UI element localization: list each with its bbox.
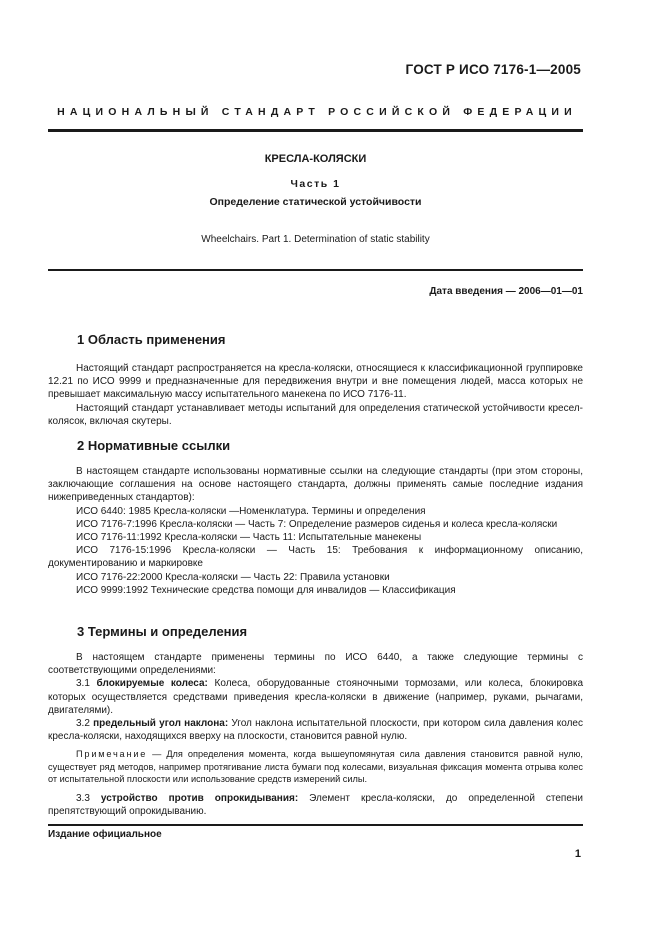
note-text: — Для определения момента, когда вышеупомянутая сила давления становится равной нулю, существует ряд методов, например протягивание листа бумаги под колесами, визуальная фиксация момента отрыва колес от испытательной плоскости или использование средств измерений силы. — [48, 749, 583, 785]
term-3-1 — [48, 677, 583, 717]
national-standard-banner: НАЦИОНАЛЬНЫЙ СТАНДАРТ РОССИЙСКОЙ ФЕДЕРАЦИИ — [57, 106, 577, 118]
term-3-3 — [48, 792, 583, 818]
top-divider — [48, 129, 583, 132]
document-title: КРЕСЛА-КОЛЯСКИ — [264, 153, 367, 165]
english-title: Wheelchairs. Part 1. Determination of static stability — [201, 234, 430, 245]
document-subtitle: Определение статической устойчивости — [209, 196, 422, 208]
term-number: 3.3 — [76, 792, 90, 804]
standard-code: ГОСТ Р ИСО 7176-1—2005 — [405, 62, 581, 77]
section-1-heading: 1 Область применения — [77, 332, 226, 347]
reference-item: ИСО 9999:1992 Технические средства помощи для инвалидов — Классификация — [76, 584, 456, 596]
part-label: Часть 1 — [290, 178, 341, 190]
section-3-paragraph: В настоящем стандарте применены термины по ИСО 6440, а также следующие термины с соответствующими определениями: — [48, 652, 583, 677]
term-number: 3.2 — [76, 718, 90, 730]
section-3-body — [48, 651, 583, 818]
note — [48, 748, 583, 786]
section-1-body — [48, 362, 583, 428]
reference-item: ИСО 7176-15:1996 Кресла-коляски — Часть 15: Требования к информационному описанию, документированию и маркировке — [48, 545, 583, 570]
term-name: блокируемые колеса: — [96, 678, 208, 690]
term-3-2 — [48, 717, 583, 743]
section-3-heading: 3 Термины и определения — [77, 624, 248, 639]
note-label: Примечание — [76, 749, 148, 760]
bottom-divider — [48, 824, 583, 826]
section-1-paragraph: Настоящий стандарт распространяется на кресла-коляски, относящиеся к классификационной группировке 12.21 по ИСО 9999 и предназначенные для передвижения внутри и вне помещения людей, масса которых не превышает максимальную массу испытательного манекена по ИСО 7176-11. — [48, 363, 583, 401]
reference-item: ИСО 7176-22:2000 Кресла-коляски — Часть 22: Правила установки — [76, 571, 390, 583]
reference-item: ИСО 7176-11:1992 Кресла-коляски — Часть 11: Испытательные манекены — [76, 532, 422, 544]
edition-label: Издание официальное — [48, 829, 162, 840]
term-definition: Элемент кресла-коляски, до определенной степени препятствующий опрокидыванию. — [48, 792, 584, 818]
reference-item: ИСО 7176-7:1996 Кресла-коляски — Часть 7: Определение размеров сиденья и колеса кресла-коляски — [76, 518, 558, 530]
term-definition: Колеса, оборудованные стояночными тормозами, или колеса, блокировка которых осуществляется средствами приведения кресла-коляски в движение (например, руками, рычагами, двигателями). — [48, 678, 584, 716]
section-2-body — [48, 465, 583, 597]
section-1-paragraph: Настоящий стандарт устанавливает методы испытаний для определения статической устойчивости кресел-колясок, включая скутеры. — [48, 402, 583, 427]
section-2-heading: 2 Нормативные ссылки — [77, 438, 231, 453]
term-definition: Угол наклона испытательной плоскости, при котором сила давления колес кресла-коляски, находящихся вверху на плоскости, становится равной нулю. — [48, 718, 583, 743]
introduction-date: Дата введения — 2006—01—01 — [429, 286, 583, 297]
page-number: 1 — [574, 848, 581, 860]
reference-item: ИСО 6440: 1985 Кресла-коляски —Номенклатура. Термины и определения — [76, 505, 426, 517]
term-number: 3.1 — [76, 678, 90, 690]
middle-divider — [48, 269, 583, 271]
section-2-paragraph: В настоящем стандарте использованы нормативные ссылки на следующие стандарты (при этом стороны, заключающие соглашения на основе настоящего стандарта, должны применять самые последние издания нижеприведенных стандартов): — [48, 466, 583, 504]
term-name: устройство против опрокидывания: — [100, 792, 299, 804]
term-name: предельный угол наклона: — [93, 718, 229, 730]
